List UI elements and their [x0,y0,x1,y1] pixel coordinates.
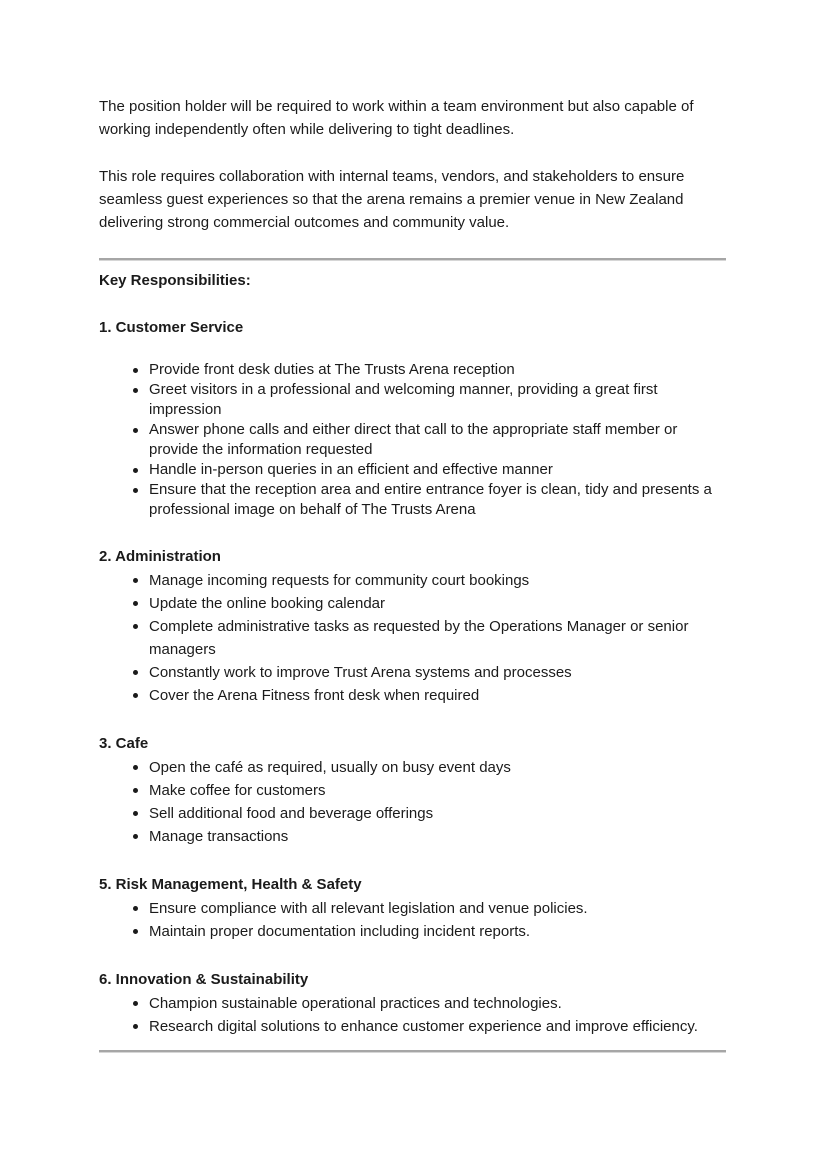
bullet-item: Research digital solutions to enhance customer experience and improve efficiency. [133,1015,726,1038]
section-list [99,756,726,848]
bullet-item: Champion sustainable operational practices and technologies. [133,992,726,1015]
bullet-marker [133,906,138,911]
responsibility-section [99,733,726,848]
horizontal-rule [99,1050,726,1053]
bullet-item: Sell additional food and beverage offerings [133,802,726,825]
bullet-item: Open the café as required, usually on busy event days [133,756,726,779]
bullet-item: Provide front desk duties at The Trusts Arena reception [133,360,726,380]
bullet-item: Answer phone calls and either direct that call to the appropriate staff member or provide the information requested [133,420,726,460]
key-responsibilities-heading: Key Responsibilities: [99,272,251,289]
responsibility-section [99,874,726,943]
section-list [99,569,726,707]
bullet-item: Maintain proper documentation including incident reports. [133,920,726,943]
bullet-item: Manage transactions [133,825,726,848]
bullet-item: Update the online booking calendar [133,592,726,615]
bullet-marker [133,811,138,816]
bullet-item: Handle in-person queries in an efficient and effective manner [133,460,726,480]
bullet-marker [133,693,138,698]
bullet-marker [133,624,138,629]
intro-paragraph: This role requires collaboration with internal teams, vendors, and stakeholders to ensure seamless guest experiences so that the arena remains a premier venue in New Zealand delivering strong commercial outcomes and community value. [99,168,685,231]
section-list [99,360,726,520]
bullet-marker [133,388,138,393]
responsibility-section [99,317,726,520]
bullet-item: Constantly work to improve Trust Arena systems and processes [133,661,726,684]
bullet-item: Make coffee for customers [133,779,726,802]
section-title: 1. Customer Service [99,319,244,336]
section-list [99,992,726,1038]
bullet-marker [133,929,138,934]
bullet-marker [133,670,138,675]
section-title: 6. Innovation & Sustainability [99,971,309,988]
responsibility-section [99,969,726,1038]
responsibility-section [99,546,726,707]
bullet-item: Cover the Arena Fitness front desk when required [133,684,726,707]
bullet-marker [133,788,138,793]
section-title: 2. Administration [99,548,221,565]
bullet-marker [133,765,138,770]
bullet-marker [133,468,138,473]
section-title: 5. Risk Management, Health & Safety [99,876,362,893]
bullet-marker [133,834,138,839]
bullet-marker [133,368,138,373]
bullet-item: Ensure that the reception area and entire entrance foyer is clean, tidy and presents a professional image on behalf of The Trusts Arena [133,480,726,520]
bullet-marker [133,1001,138,1006]
bullet-item: Greet visitors in a professional and welcoming manner, providing a great first impression [133,380,726,420]
section-list [99,897,726,943]
section-title: 3. Cafe [99,735,149,752]
bullet-item: Manage incoming requests for community court bookings [133,569,726,592]
bullet-marker [133,578,138,583]
bullet-marker [133,428,138,433]
bullet-marker [133,488,138,493]
bullet-item: Complete administrative tasks as requested by the Operations Manager or senior managers [133,615,726,661]
bullet-item: Ensure compliance with all relevant legislation and venue policies. [133,897,726,920]
horizontal-rule [99,258,726,261]
bullet-marker [133,601,138,606]
sections [99,317,726,1038]
intro-paragraph: The position holder will be required to work within a team environment but also capable of working independently often while delivering to tight deadlines. [99,98,694,138]
bullet-marker [133,1024,138,1029]
